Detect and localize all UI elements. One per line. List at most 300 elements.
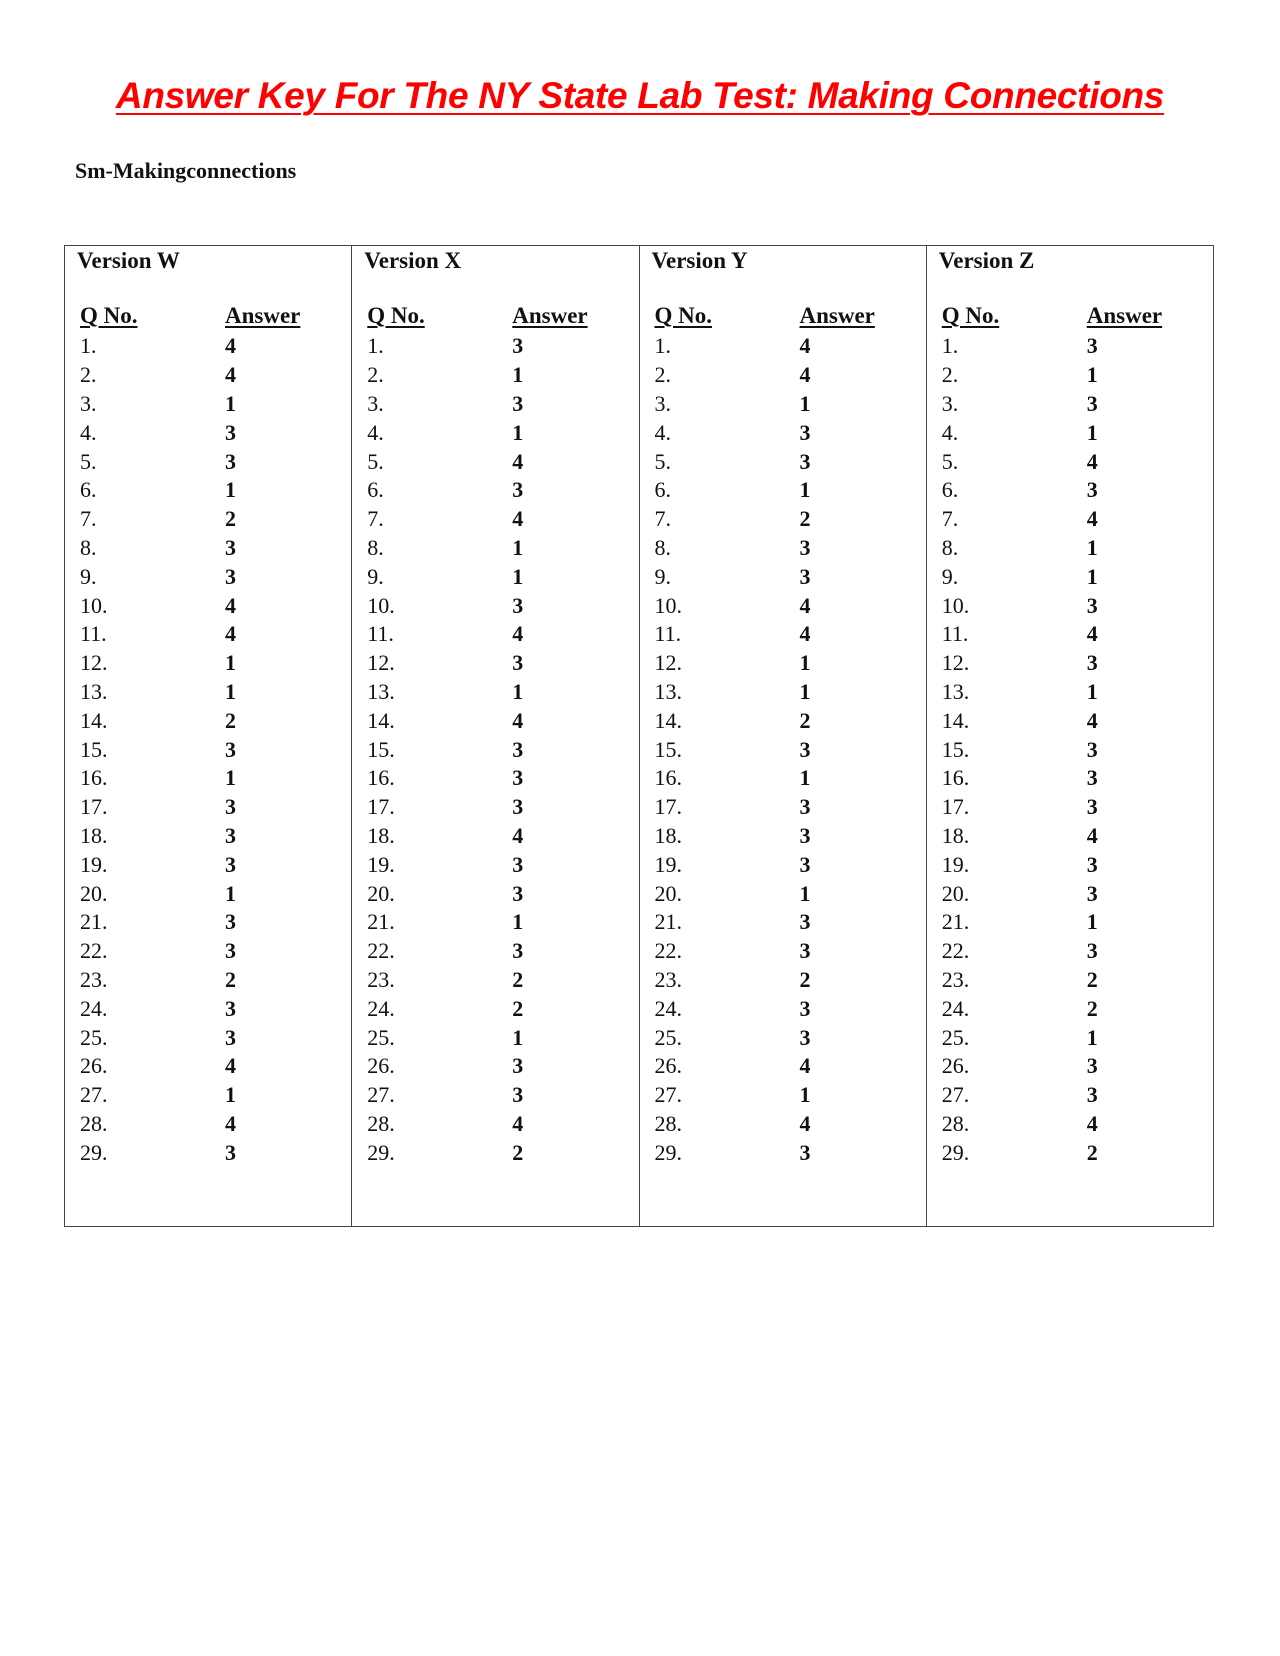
question-number: 22.	[80, 938, 108, 964]
answer-row	[367, 850, 532, 879]
answer-value: 2	[799, 707, 811, 733]
answer-row	[80, 1110, 245, 1139]
q-number-header: Q No.	[941, 303, 1000, 328]
answer-value: 3	[225, 448, 236, 474]
answer-value: 3	[1086, 1053, 1098, 1079]
answer-value: 1	[799, 1082, 811, 1108]
question-number: 10.	[941, 592, 970, 618]
answer-row	[655, 649, 820, 678]
question-number: 17.	[80, 794, 108, 820]
question-number: 4.	[367, 419, 384, 445]
answer-value: 3	[225, 995, 236, 1021]
question-number: 17.	[367, 794, 395, 820]
answer-value: 3	[225, 1024, 236, 1050]
answer-row	[942, 447, 1107, 476]
question-number: 5.	[367, 448, 384, 474]
answer-value: 1	[799, 650, 811, 676]
answer-row	[655, 418, 820, 447]
answer-row	[942, 1110, 1107, 1139]
answer-value: 3	[512, 333, 524, 359]
answer-row	[367, 649, 532, 678]
answer-row	[942, 822, 1107, 851]
answer-value: 4	[225, 592, 236, 618]
version-heading: Version Y	[651, 248, 748, 273]
answer-value: 3	[512, 477, 524, 503]
question-number: 28.	[941, 1110, 970, 1136]
question-number: 17.	[654, 794, 682, 820]
question-number: 29.	[654, 1139, 682, 1165]
answer-value: 3	[225, 794, 236, 820]
answer-row	[655, 793, 820, 822]
question-number: 20.	[367, 880, 395, 906]
answer-row	[655, 735, 820, 764]
answer-row	[942, 1023, 1107, 1052]
answer-row	[367, 562, 532, 591]
question-number: 5.	[80, 448, 97, 474]
answer-value: 1	[1086, 909, 1098, 935]
answer-row	[80, 908, 245, 937]
answer-value: 1	[1086, 534, 1098, 560]
question-number: 14.	[654, 707, 682, 733]
answer-row	[367, 332, 532, 361]
answer-value: 4	[225, 621, 236, 647]
answer-value: 4	[225, 333, 236, 359]
answer-row	[80, 1081, 245, 1110]
answer-row	[367, 937, 532, 966]
version-heading: Version Z	[938, 248, 1035, 273]
answer-row	[80, 620, 245, 649]
answer-row	[655, 706, 820, 735]
answer-row	[80, 649, 245, 678]
question-number: 14.	[941, 707, 970, 733]
answer-row	[655, 908, 820, 937]
answer-row	[942, 361, 1107, 390]
question-number: 12.	[367, 650, 395, 676]
answer-value: 4	[1086, 506, 1098, 532]
question-number: 11.	[941, 621, 969, 647]
answer-row	[367, 620, 532, 649]
answer-row	[655, 879, 820, 908]
q-number-header: Q No.	[654, 303, 712, 328]
answer-row	[80, 476, 245, 505]
answer-row	[80, 1052, 245, 1081]
answer-value: 3	[225, 822, 236, 848]
answer-value: 1	[225, 765, 236, 791]
answer-value: 1	[799, 477, 811, 503]
question-number: 7.	[941, 506, 959, 532]
answer-row	[367, 390, 532, 419]
answer-value: 3	[1086, 477, 1098, 503]
answer-row	[942, 1081, 1107, 1110]
question-number: 21.	[367, 909, 395, 935]
question-number: 22.	[654, 938, 682, 964]
answer-value: 3	[225, 909, 236, 935]
answer-value: 3	[512, 794, 524, 820]
answer-row	[942, 735, 1107, 764]
answer-value: 3	[1086, 880, 1098, 906]
question-number: 9.	[941, 563, 959, 589]
answer-row	[367, 879, 532, 908]
answer-row	[367, 793, 532, 822]
question-number: 29.	[367, 1139, 395, 1165]
answer-value: 4	[225, 1110, 236, 1136]
question-number: 16.	[367, 765, 395, 791]
question-number: 3.	[654, 390, 671, 416]
answer-value: 1	[1086, 678, 1098, 704]
question-number: 19.	[80, 851, 108, 877]
question-number: 24.	[941, 995, 970, 1021]
question-number: 11.	[80, 621, 107, 647]
question-number: 1.	[941, 333, 959, 359]
answer-value: 3	[512, 1053, 524, 1079]
answer-row	[942, 678, 1107, 707]
question-number: 27.	[80, 1082, 108, 1108]
answer-key-table	[64, 245, 1214, 1227]
answer-value: 3	[225, 1139, 236, 1165]
answer-value: 3	[512, 736, 524, 762]
question-number: 10.	[80, 592, 108, 618]
answer-list	[942, 332, 1107, 1167]
question-number: 14.	[80, 707, 108, 733]
question-number: 8.	[654, 534, 671, 560]
answer-row	[655, 966, 820, 995]
question-number: 15.	[941, 736, 970, 762]
question-number: 12.	[941, 650, 970, 676]
version-heading: Version W	[77, 248, 180, 273]
answer-value: 3	[512, 938, 524, 964]
answer-row	[367, 678, 532, 707]
answer-row	[655, 534, 820, 563]
answer-row	[367, 908, 532, 937]
answer-value: 3	[225, 534, 236, 560]
question-number: 18.	[367, 822, 395, 848]
answer-value: 3	[799, 938, 811, 964]
answer-value: 3	[512, 1082, 524, 1108]
answer-row	[942, 966, 1107, 995]
answer-row	[655, 764, 820, 793]
answer-value: 4	[799, 1053, 811, 1079]
question-number: 3.	[941, 390, 959, 416]
answer-value: 4	[1086, 707, 1098, 733]
answer-value: 3	[799, 419, 811, 445]
answer-row	[80, 966, 245, 995]
answer-row	[655, 1023, 820, 1052]
question-number: 25.	[941, 1024, 970, 1050]
answer-value: 3	[512, 880, 524, 906]
question-number: 24.	[654, 995, 682, 1021]
answer-row	[655, 937, 820, 966]
answer-row	[367, 735, 532, 764]
answer-value: 1	[225, 650, 236, 676]
answer-row	[942, 562, 1107, 591]
answer-row	[80, 332, 245, 361]
answer-row	[655, 390, 820, 419]
question-number: 22.	[367, 938, 395, 964]
question-number: 25.	[654, 1024, 682, 1050]
answer-row	[80, 591, 245, 620]
answer-row	[942, 476, 1107, 505]
question-number: 21.	[654, 909, 682, 935]
answer-row	[655, 447, 820, 476]
answer-value: 4	[799, 592, 811, 618]
question-number: 27.	[367, 1082, 395, 1108]
answer-row	[80, 879, 245, 908]
question-number: 8.	[941, 534, 959, 560]
answer-row	[655, 591, 820, 620]
question-number: 18.	[80, 822, 108, 848]
question-number: 15.	[80, 736, 108, 762]
question-number: 26.	[941, 1053, 970, 1079]
answer-value: 2	[799, 506, 811, 532]
question-number: 2.	[367, 362, 384, 388]
answer-row	[367, 822, 532, 851]
answer-value: 1	[1086, 1024, 1098, 1050]
question-number: 23.	[80, 966, 108, 992]
question-number: 1.	[367, 333, 384, 359]
answer-value: 4	[1086, 448, 1098, 474]
answer-value: 2	[512, 995, 524, 1021]
answer-row	[367, 476, 532, 505]
question-number: 2.	[80, 362, 97, 388]
question-number: 23.	[367, 966, 395, 992]
question-number: 29.	[80, 1139, 108, 1165]
answer-row	[942, 994, 1107, 1023]
question-number: 20.	[941, 880, 970, 906]
question-number: 15.	[654, 736, 682, 762]
answer-value: 4	[512, 621, 524, 647]
answer-value: 3	[512, 592, 524, 618]
answer-row	[80, 735, 245, 764]
question-number: 25.	[80, 1024, 108, 1050]
answer-value: 3	[1086, 851, 1098, 877]
answer-value: 3	[1086, 736, 1098, 762]
answer-value: 4	[799, 362, 811, 388]
question-number: 27.	[941, 1082, 970, 1108]
answer-row	[80, 937, 245, 966]
answer-value: 1	[225, 1082, 236, 1108]
answer-value: 1	[225, 678, 236, 704]
answer-row	[80, 418, 245, 447]
answer-value: 3	[799, 1024, 811, 1050]
answer-value: 3	[512, 765, 524, 791]
answer-row	[655, 1052, 820, 1081]
answer-list	[80, 332, 245, 1167]
question-number: 28.	[367, 1110, 395, 1136]
answer-value: 3	[1086, 794, 1098, 820]
answer-value: 1	[512, 563, 524, 589]
answer-value: 3	[512, 650, 524, 676]
question-number: 19.	[941, 851, 970, 877]
question-number: 22.	[941, 938, 970, 964]
question-number: 1.	[80, 333, 97, 359]
answer-value: 3	[1086, 765, 1098, 791]
answer-value: 3	[799, 534, 811, 560]
answer-value: 1	[1086, 563, 1098, 589]
answer-row	[80, 822, 245, 851]
question-number: 4.	[80, 419, 97, 445]
answer-value: 1	[512, 419, 524, 445]
answer-row	[942, 908, 1107, 937]
answer-row	[655, 505, 820, 534]
question-number: 19.	[654, 851, 682, 877]
answer-row	[80, 850, 245, 879]
answer-value: 1	[512, 534, 524, 560]
answer-row	[655, 822, 820, 851]
answer-value: 3	[799, 822, 811, 848]
question-number: 12.	[80, 650, 108, 676]
answer-row	[80, 361, 245, 390]
answer-value: 2	[1086, 966, 1098, 992]
answer-value: 3	[1086, 592, 1098, 618]
answer-value: 3	[512, 851, 524, 877]
question-number: 10.	[367, 592, 395, 618]
question-number: 7.	[654, 506, 671, 532]
answer-value: 4	[799, 1110, 811, 1136]
question-number: 29.	[941, 1139, 970, 1165]
answer-value: 2	[225, 707, 236, 733]
answer-row	[367, 764, 532, 793]
answer-header: Answer	[512, 303, 588, 328]
answer-row	[942, 505, 1107, 534]
answer-value: 4	[799, 621, 811, 647]
answer-value: 1	[512, 909, 524, 935]
answer-row	[80, 706, 245, 735]
answer-row	[655, 1138, 820, 1167]
answer-row	[942, 620, 1107, 649]
answer-row	[655, 678, 820, 707]
answer-row	[367, 966, 532, 995]
question-number: 24.	[367, 995, 395, 1021]
answer-value: 4	[512, 506, 524, 532]
answer-value: 1	[799, 390, 811, 416]
answer-value: 1	[1086, 419, 1098, 445]
answer-value: 4	[799, 333, 811, 359]
question-number: 9.	[367, 563, 384, 589]
question-number: 21.	[80, 909, 108, 935]
answer-row	[655, 850, 820, 879]
question-number: 13.	[367, 678, 395, 704]
answer-row	[942, 649, 1107, 678]
answer-value: 1	[512, 1024, 524, 1050]
question-number: 21.	[941, 909, 970, 935]
answer-row	[367, 591, 532, 620]
question-number: 26.	[80, 1053, 108, 1079]
question-number: 27.	[654, 1082, 682, 1108]
q-number-header: Q No.	[367, 303, 425, 328]
answer-row	[80, 505, 245, 534]
answer-row	[80, 1023, 245, 1052]
question-number: 1.	[654, 333, 671, 359]
question-number: 5.	[654, 448, 671, 474]
question-number: 6.	[654, 477, 671, 503]
answer-row	[942, 332, 1107, 361]
answer-value: 3	[1086, 650, 1098, 676]
answer-value: 3	[799, 1139, 811, 1165]
question-number: 5.	[941, 448, 959, 474]
answer-value: 3	[1086, 333, 1098, 359]
answer-value: 2	[225, 966, 236, 992]
answer-value: 4	[225, 1053, 236, 1079]
answer-row	[80, 447, 245, 476]
question-number: 2.	[941, 362, 959, 388]
answer-list	[367, 332, 532, 1167]
question-number: 15.	[367, 736, 395, 762]
answer-row	[367, 418, 532, 447]
question-number: 11.	[654, 621, 682, 647]
answer-value: 3	[1086, 938, 1098, 964]
question-number: 20.	[80, 880, 108, 906]
answer-value: 3	[799, 909, 811, 935]
answer-value: 2	[512, 1139, 524, 1165]
answer-row	[655, 994, 820, 1023]
answer-row	[942, 937, 1107, 966]
answer-row	[367, 1138, 532, 1167]
question-number: 7.	[367, 506, 384, 532]
answer-value: 1	[799, 880, 811, 906]
answer-row	[367, 534, 532, 563]
answer-value: 3	[799, 794, 811, 820]
question-number: 4.	[654, 419, 671, 445]
answer-value: 3	[512, 390, 524, 416]
question-number: 13.	[80, 678, 108, 704]
question-number: 16.	[80, 765, 108, 791]
answer-row	[367, 1110, 532, 1139]
question-number: 23.	[941, 966, 970, 992]
answer-value: 3	[799, 995, 811, 1021]
answer-value: 3	[799, 736, 811, 762]
answer-value: 3	[799, 851, 811, 877]
question-number: 28.	[654, 1110, 682, 1136]
answer-value: 1	[225, 477, 236, 503]
answer-value: 4	[512, 1110, 524, 1136]
document-subtitle: Sm-Makingconnections	[75, 158, 297, 183]
answer-row	[80, 390, 245, 419]
question-number: 3.	[80, 390, 97, 416]
answer-row	[367, 706, 532, 735]
answer-row	[80, 1138, 245, 1167]
document-title: Answer Key For The NY State Lab Test: Making Connections	[115, 75, 1165, 116]
question-number: 25.	[367, 1024, 395, 1050]
answer-value: 4	[1086, 822, 1098, 848]
answer-row	[80, 764, 245, 793]
question-number: 7.	[80, 506, 97, 532]
question-number: 12.	[654, 650, 682, 676]
answer-row	[655, 476, 820, 505]
question-number: 6.	[367, 477, 384, 503]
answer-value: 1	[799, 678, 811, 704]
question-number: 2.	[654, 362, 671, 388]
answer-value: 1	[799, 765, 811, 791]
question-number: 20.	[654, 880, 682, 906]
answer-row	[655, 620, 820, 649]
answer-row	[655, 1081, 820, 1110]
answer-value: 1	[1086, 362, 1098, 388]
version-column	[352, 246, 639, 1226]
question-number: 4.	[941, 419, 959, 445]
answer-row	[942, 879, 1107, 908]
answer-value: 3	[799, 448, 811, 474]
question-number: 13.	[654, 678, 682, 704]
answer-value: 1	[225, 880, 236, 906]
answer-row	[80, 562, 245, 591]
answer-value: 2	[225, 506, 236, 532]
question-number: 19.	[367, 851, 395, 877]
question-number: 17.	[941, 794, 970, 820]
answer-row	[367, 361, 532, 390]
answer-row	[942, 793, 1107, 822]
answer-header: Answer	[225, 303, 301, 328]
answer-value: 3	[225, 938, 236, 964]
